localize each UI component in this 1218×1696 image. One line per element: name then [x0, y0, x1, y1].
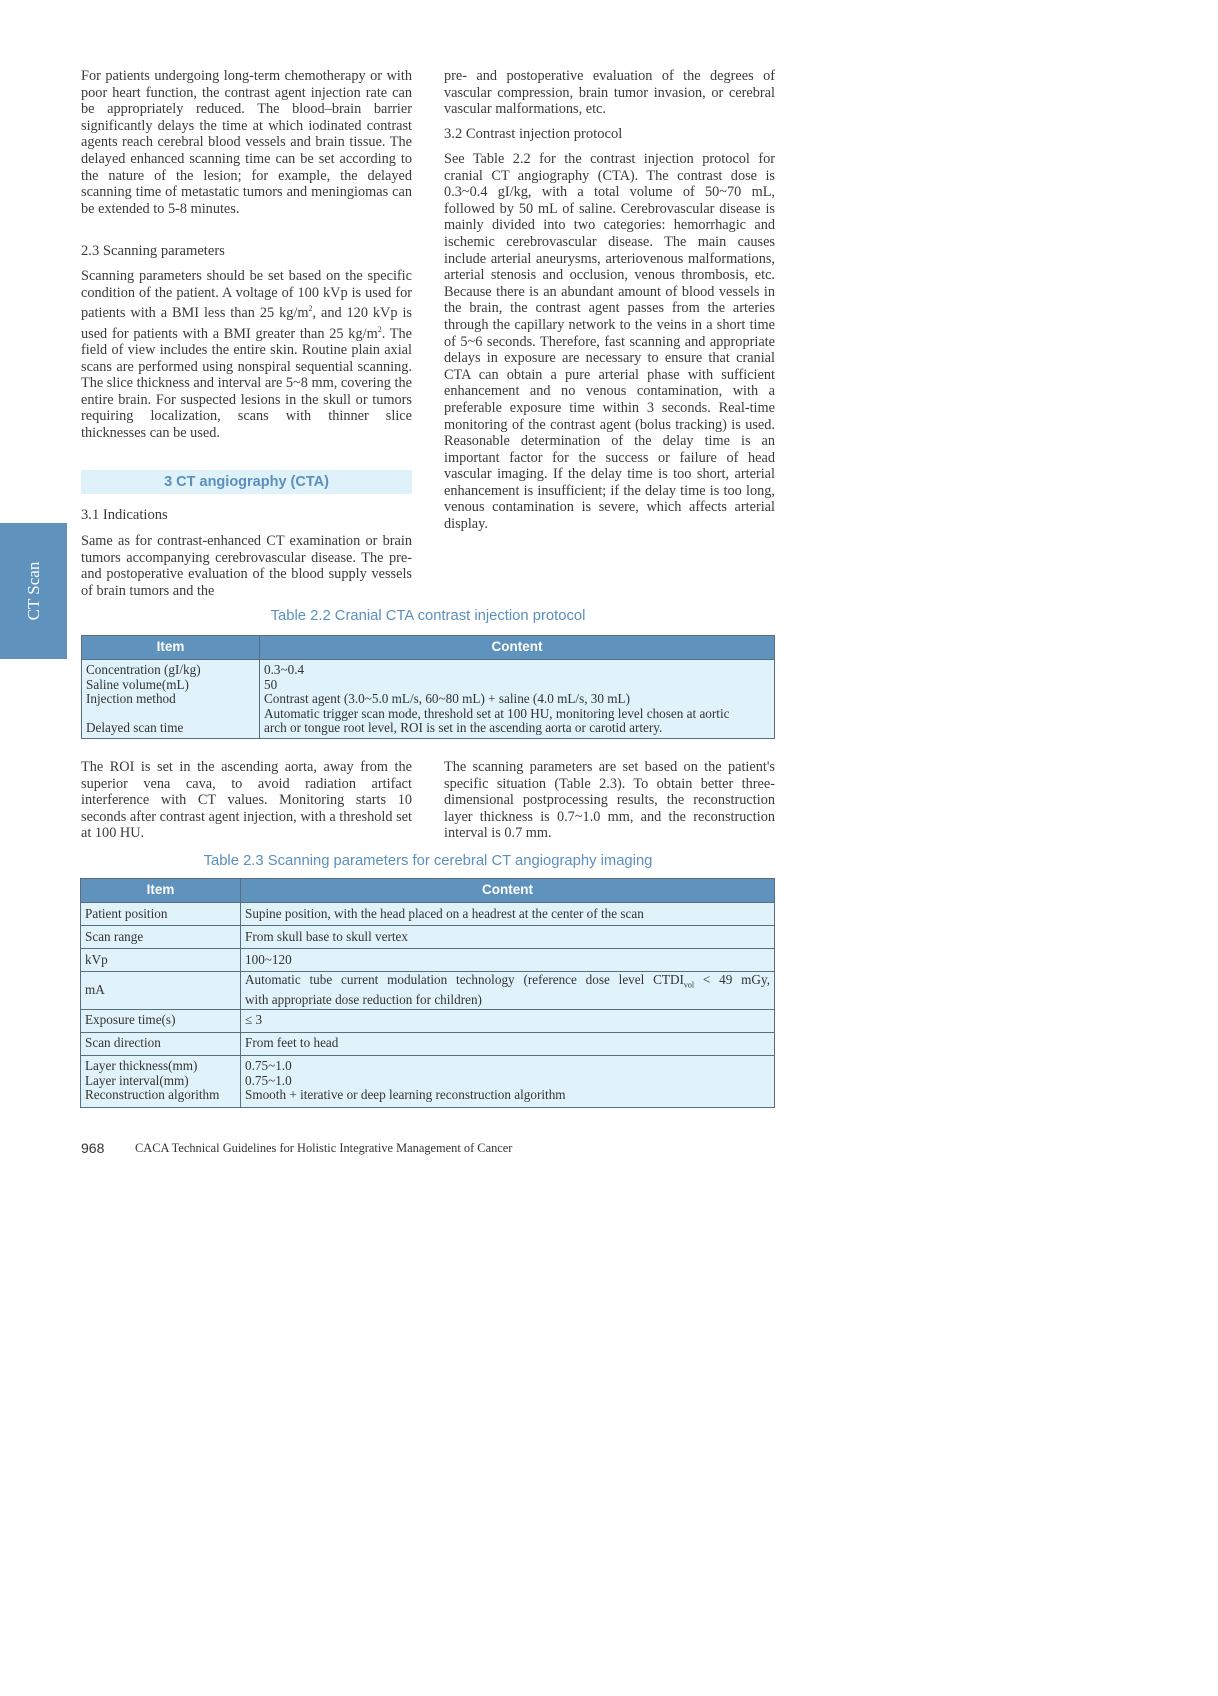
table-2-3-item-cell: Scan range	[81, 926, 241, 949]
table-2-3-item-cell: Layer thickness(mm) Layer interval(mm) Reconstruction algorithm	[81, 1055, 241, 1107]
table-2-3-content-cell: 0.75~1.0 0.75~1.0 Smooth + iterative or deep learning reconstruction algorithm	[241, 1055, 775, 1107]
table-2-3-content-cell: 100~120	[241, 949, 775, 972]
table-2-2-item-cell: Concentration (gI/kg) Saline volume(mL) Injection method Delayed scan time	[82, 660, 260, 739]
table-2-3-caption: Table 2.3 Scanning parameters for cerebral CT angiography imaging	[203, 853, 653, 869]
table-2-3-content-cell: Automatic tube current modulation technology (reference dose level $CTDI_{vol} < 49$ mGy, with appropriate dose reduction for children)	[241, 972, 775, 1010]
table-2-3-header-item: Item	[81, 879, 241, 903]
section-3-banner: 3 CT angiography (CTA)	[81, 470, 412, 494]
right-paragraph-2: See Table 2.2 for the contrast injection protocol for cranial CT angiography (CTA). The contrast dose is 0.3~0.4 gI/kg, with a total volume of 50~70 mL, followed by 50 mL of saline. Cerebrovascular disease is mainly divided into two categories: hemorrhagic and ischemic cerebrovascular disease. The main causes include arterial aneurysms, arteriovenous malformations, arterial stenosis and occlusion, venous thrombosis, etc. Because there is an abundant amount of blood vessels in the brain, the contrast agent passes from the arteries through the capillary network to the veins in a short time of 5~6 seconds. Therefore, fast scanning and appropriate delays in exposure are necessary to ensure that cranial CTA can obtain a pure arterial phase with sufficient enhancement and no venous contamination, with a preferable exposure time within 3 seconds. Real-time monitoring of the contrast agent (bolus tracking) is used. Reasonable determination of the delay time is an important factor for the success or failure of head vascular imaging. If the delay time is too short, arterial enhancement is insufficient; if the delay time is too long, venous contamination is severe, which affects arterial display.	[444, 151, 775, 533]
right-paragraph-1: pre- and postoperative evaluation of the degrees of vascular compression, brain tumor invasion, or cerebral vascular malformations, etc.	[444, 68, 775, 118]
table-row	[81, 1009, 775, 1032]
table-2-3-content-cell: Supine position, with the head placed on a headrest at the center of the scan	[241, 903, 775, 926]
table-2-3-item-cell: mA	[81, 972, 241, 1010]
table-2-3	[80, 878, 775, 1108]
table-2-3-header-content: Content	[241, 879, 775, 903]
table-row	[81, 1055, 775, 1107]
left-paragraph-3: Same as for contrast-enhanced CT examination or brain tumors accompanying cerebrovascular disease. The pre- and postoperative evaluation of the blood supply vessels of brain tumors and the	[81, 533, 412, 599]
table-2-3-content-cell: ≤ 3	[241, 1009, 775, 1032]
heading-3-2: 3.2 Contrast injection protocol	[444, 126, 623, 142]
table-row	[82, 660, 775, 739]
table-2-3-item-cell: Scan direction	[81, 1032, 241, 1055]
table-2-2	[81, 635, 775, 739]
table-row	[81, 903, 775, 926]
table-2-3-item-cell: kVp	[81, 949, 241, 972]
heading-3-1: 3.1 Indications	[81, 507, 168, 523]
table-row	[81, 926, 775, 949]
table-row	[81, 949, 775, 972]
table-2-3-item-cell: Exposure time(s)	[81, 1009, 241, 1032]
table-row	[81, 972, 775, 1010]
table-2-3-item-cell: Patient position	[81, 903, 241, 926]
side-tab-label: CT Scan	[23, 561, 43, 621]
table-2-3-content-cell: From skull base to skull vertex	[241, 926, 775, 949]
table-2-2-header-item: Item	[82, 636, 260, 660]
left-paragraph-2: Scanning parameters should be set based on the specific condition of the patient. A voltage of 100 kVp is used for patients with a BMI less than 25 $kg/m^2$, and 120 kVp is used for patients with a BMI greater than 25 $kg/m^2$. The field of view includes the entire skin. Routine plain axial scans are performed using nonspiral sequential scanning. The slice thickness and interval are 5~8 mm, covering the entire brain. For suspected lesions in the skull or tumors requiring localization, scans with thinner slice thicknesses can be used.	[81, 268, 412, 441]
book-title: CACA Technical Guidelines for Holistic Integrative Management of Cancer	[135, 1141, 513, 1155]
page-number: 968	[81, 1140, 105, 1156]
table-2-3-content-cell: From feet to head	[241, 1032, 775, 1055]
table-2-2-caption: Table 2.2 Cranial CTA contrast injection protocol	[270, 608, 586, 624]
mid-left-paragraph: The ROI is set in the ascending aorta, away from the superior vena cava, to avoid radiation artifact interference with CT values. Monitoring starts 10 seconds after contrast agent injection, with a threshold set at 100 HU.	[81, 759, 412, 842]
heading-2-3: 2.3 Scanning parameters	[81, 243, 225, 259]
table-2-2-content-cell: 0.3~0.4 50 Contrast agent (3.0~5.0 mL/s, 60~80 mL) + saline (4.0 mL/s, 30 mL) Automatic trigger scan mode, threshold set at 100 HU, monitoring level chosen at aortic arch or tongue root level, ROI is set in the ascending aorta or carotid artery.	[260, 660, 775, 739]
table-row	[81, 1032, 775, 1055]
side-section-tab	[0, 523, 67, 659]
table-2-2-header-content: Content	[260, 636, 775, 660]
mid-right-paragraph: The scanning parameters are set based on the patient's specific situation (Table 2.3). To obtain better three-dimensional postprocessing results, the reconstruction layer thickness is 0.7~1.0 mm, and the reconstruction interval is 0.7 mm.	[444, 759, 775, 842]
left-paragraph-1: For patients undergoing long-term chemotherapy or with poor heart function, the contrast agent injection rate can be appropriately reduced. The blood–brain barrier significantly delays the time at which iodinated contrast agents reach cerebral blood vessels and brain tissue. The delayed enhanced scanning time can be set according to the nature of the lesion; for example, the delayed scanning time of metastatic tumors and meningiomas can be extended to 5-8 minutes.	[81, 68, 412, 217]
